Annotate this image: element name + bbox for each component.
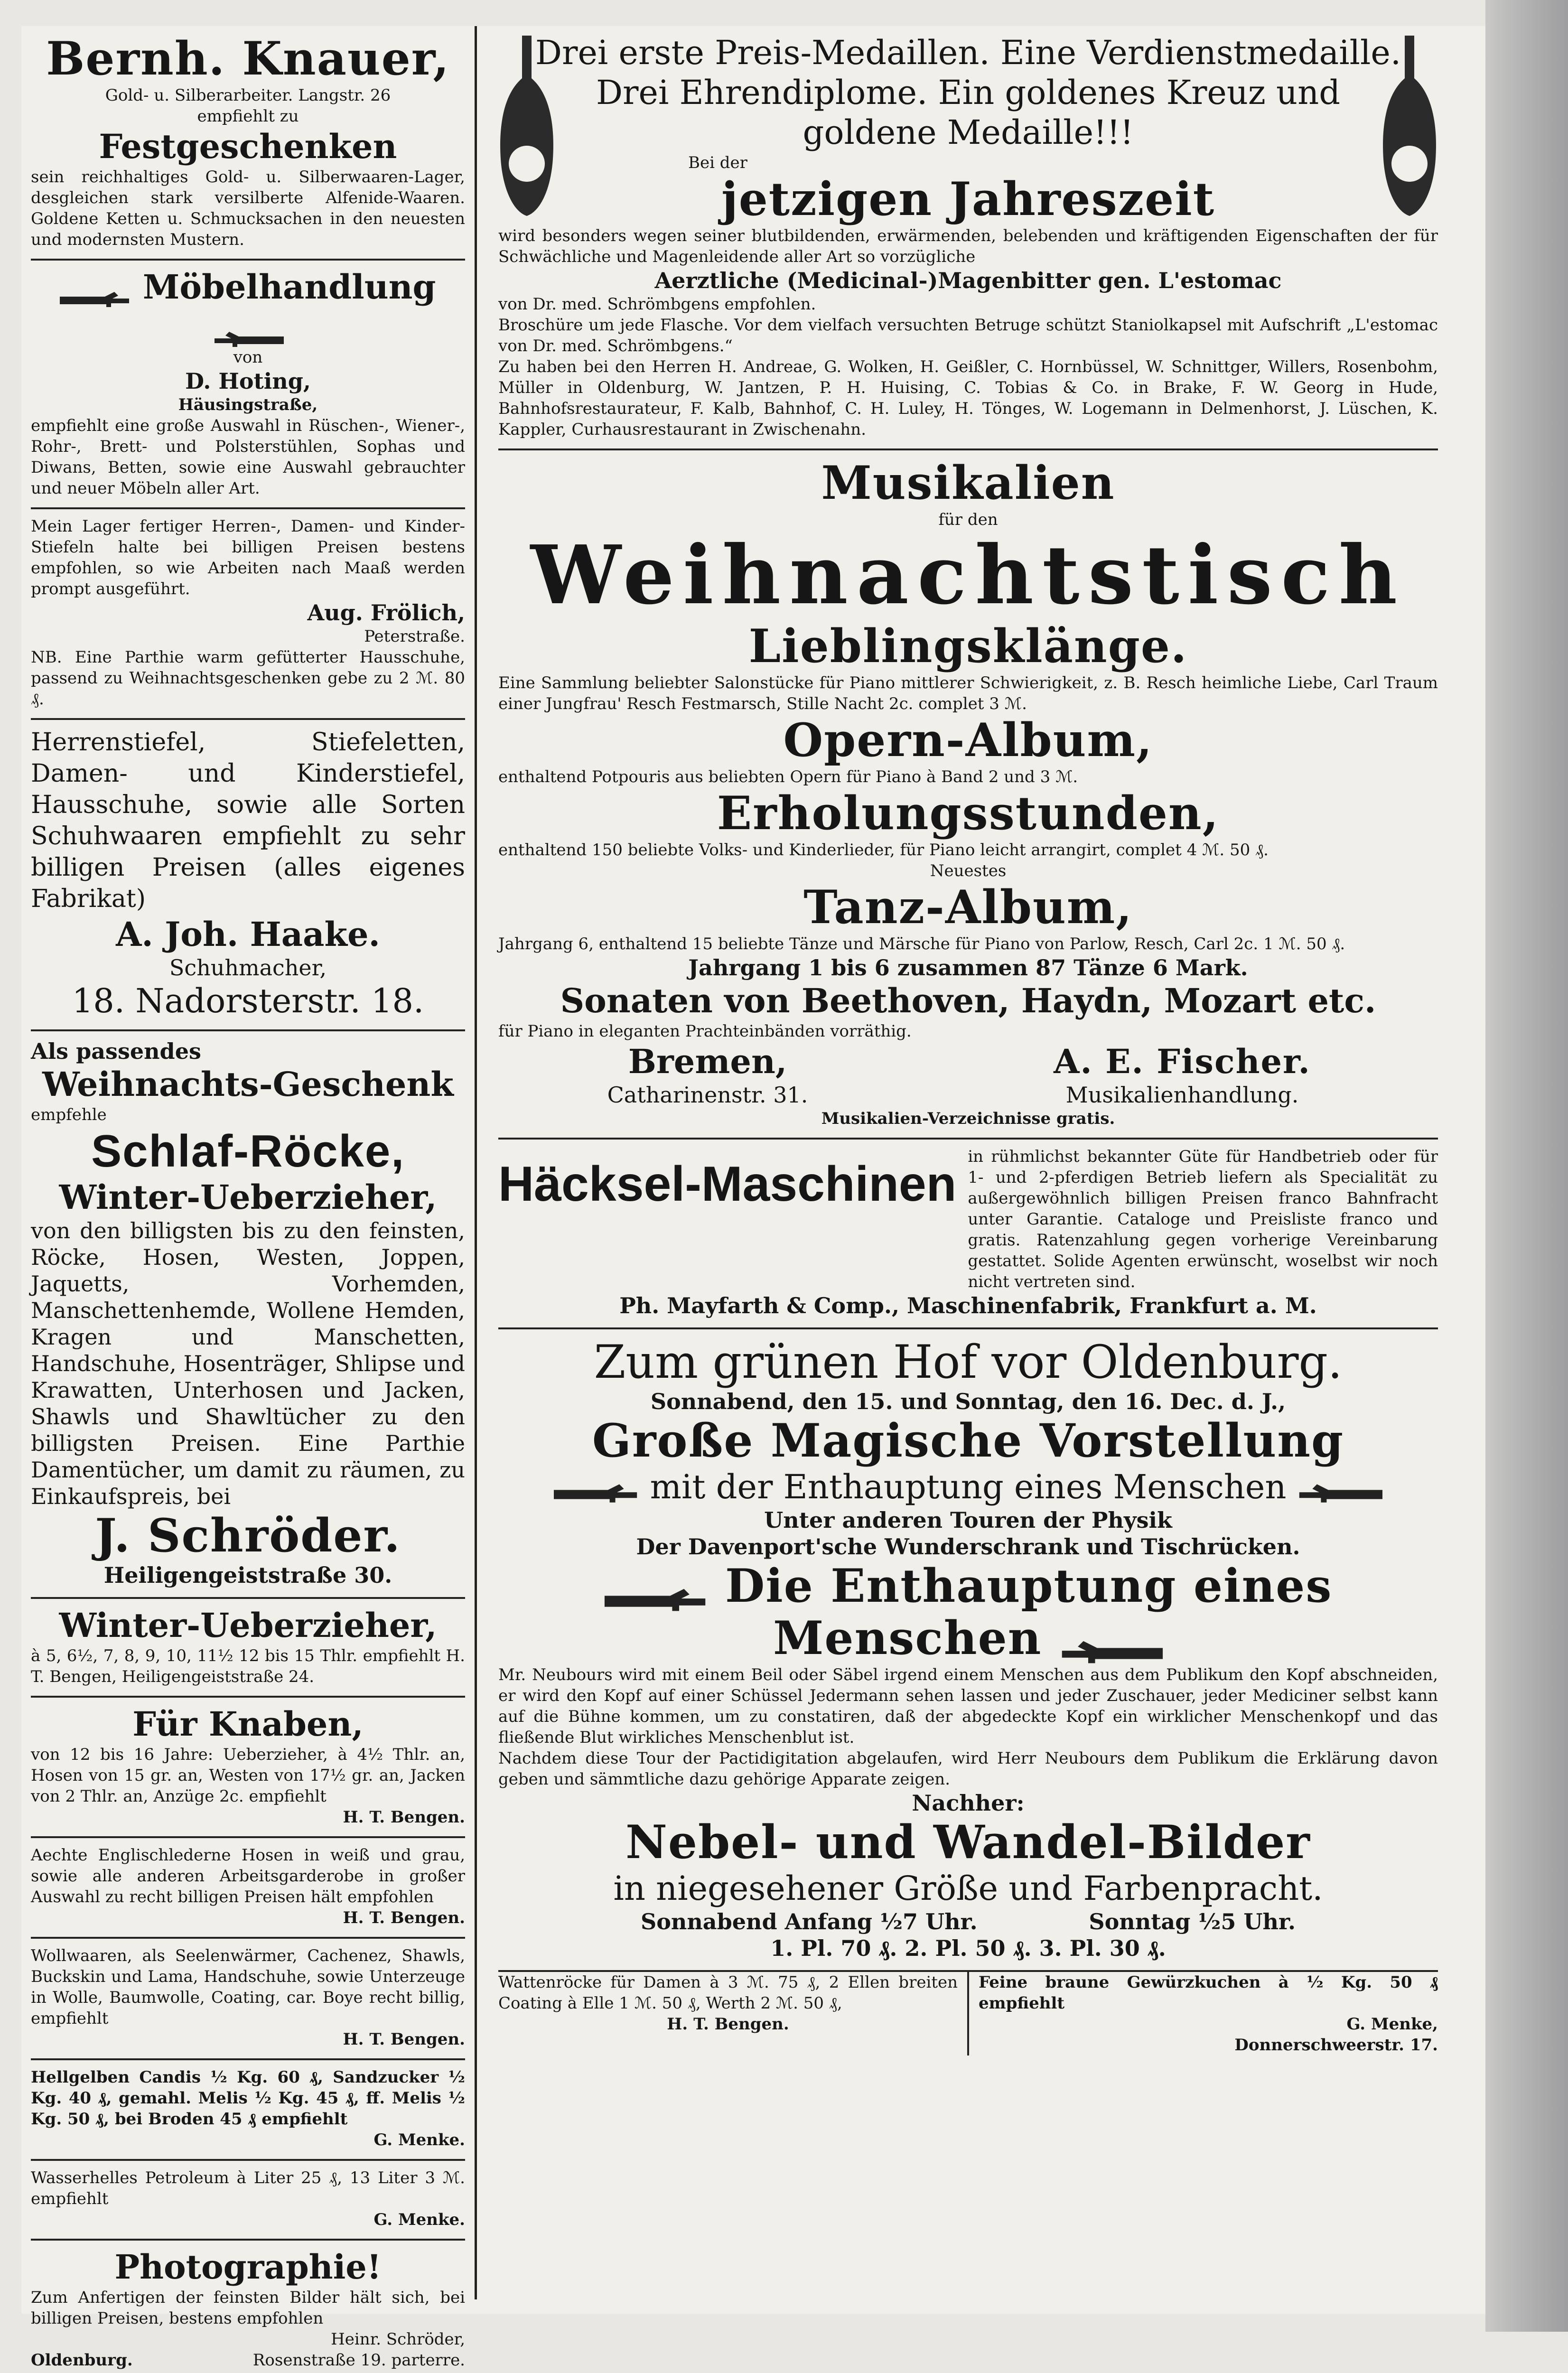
schroeder-l2: Weihnachts-Geschenk bbox=[42, 1065, 454, 1104]
hof-h3: mit der Enthauptung eines Menschen bbox=[650, 1467, 1287, 1506]
photo-ad bbox=[31, 2241, 465, 2373]
fischer-t5: Jahrgang 1 bis 6 zusammen 87 Tänze 6 Mark. bbox=[688, 955, 1248, 981]
estomac-product: Aerztliche (Medicinal-)Magenbitter gen. L'estomac bbox=[654, 268, 1282, 293]
hof-h5: Nebel- und Wandel-Bilder bbox=[625, 1815, 1311, 1869]
hof-t1: Unter anderen Touren der Physik bbox=[764, 1507, 1172, 1533]
bottom-right-addr: Donnerschweerstr. 17. bbox=[1234, 2036, 1438, 2055]
fischer-h1: Musikalien bbox=[821, 456, 1115, 510]
hof-h2: Große Magische Vorstellung bbox=[592, 1414, 1344, 1467]
schroeder-street: Heiligengeiststraße 30. bbox=[103, 1562, 392, 1588]
fischer-h5: Erholungsstunden, bbox=[717, 786, 1220, 840]
schroeder-ad bbox=[31, 1031, 465, 1599]
hof-prices: 1. Pl. 70 ₰. 2. Pl. 50 ₰. 3. Pl. 30 ₰. bbox=[770, 1935, 1166, 1961]
estomac-l2: Drei Ehrendiplome. Ein goldenes Kreuz und bbox=[596, 73, 1341, 112]
knauer-empfiehlt: empfiehlt zu bbox=[197, 107, 299, 126]
pointing-hand-left-icon bbox=[213, 319, 284, 340]
hof-t5: in niegesehener Größe und Farbenpracht. bbox=[613, 1869, 1323, 1908]
fischer-foot: Musikalien-Verzeichnisse gratis. bbox=[821, 1109, 1115, 1128]
hoting-street: Häusingstraße, bbox=[178, 395, 318, 414]
hof-t3: Mr. Neubours wird mit einem Beil oder Säbel irgend einem Menschen aus dem Publikum den Kopf abschneiden, er wird den Kopf auf einer Schüssel Jedermann sehen lassen und jeder Zuschauer, jeder Mediciner selbst kann auf die Bühne kommen, um zu constatiren, daß der abgedeckte Kopf ein wirklicher Menschenkopf und das fließende Blut wirkliches Menschenblut ist. bbox=[498, 1665, 1438, 1747]
fischer-h3: Lieblingsklänge. bbox=[748, 619, 1188, 673]
bengen2-ad bbox=[31, 1698, 465, 1838]
estomac-l1: Drei erste Preis-Medaillen. Eine Verdienstmedaille. bbox=[535, 33, 1401, 72]
hof-h4-row bbox=[498, 1560, 1438, 1664]
pointing-hand-right-icon bbox=[604, 1575, 709, 1605]
estomac-von: von Dr. med. Schrömbgens empfohlen. bbox=[498, 295, 816, 314]
hof-h1: Zum grünen Hof vor Oldenburg. bbox=[594, 1336, 1343, 1389]
photo-addr: Rosenstraße 19. parterre. bbox=[252, 2351, 465, 2370]
knauer-text: sein reichhaltiges Gold- u. Silberwaaren-Lager, desgleichen stark versilberte Alfenide-Waaren. Goldene Ketten u. Schmucksachen in den neuesten und modernsten Mustern. bbox=[31, 168, 465, 249]
hoting-name: D. Hoting, bbox=[185, 368, 311, 394]
estomac-bei: Bei der bbox=[688, 153, 747, 172]
estomac-text: wird besonders wegen seiner blutbildenden, erwärmenden, belebenden und kräftigenden Eigenschaften der für Schwächliche und Magenleidende aller Art so vorzügliche bbox=[498, 226, 1438, 266]
menke2-text: Wasserhelles Petroleum à Liter 25 ₰, 13 Liter 3 ℳ. empfiehlt bbox=[31, 2168, 465, 2208]
hof-h3-row bbox=[498, 1467, 1438, 1507]
fischer-city: Bremen, bbox=[628, 1042, 787, 1081]
bengen3-text: Aechte Englischlederne Hosen in weiß und grau, sowie alle anderen Arbeitsgarderobe in großer Auswahl zu recht billigen Preisen hält empfohlen bbox=[31, 1846, 465, 1906]
schroeder-l3: empfehle bbox=[31, 1105, 107, 1124]
bottom-right-name: G. Menke, bbox=[1346, 2015, 1438, 2034]
hof-t2: Der Davenport'sche Wunderschrank und Tischrücken. bbox=[636, 1534, 1300, 1560]
knauer-head: Festgeschenken bbox=[99, 127, 397, 166]
pointing-hand-right-icon bbox=[60, 280, 131, 300]
bottom-ads bbox=[498, 1972, 1438, 2055]
maschinen-ad bbox=[498, 1140, 1438, 1329]
maschinen-text: in rühmlichst bekannter Güte für Handbetrieb oder für 1- und 2-pferdigen Betrieb liefern als Specialität zu außergewöhnlich billigen Preisen franco Bahnfracht unter Garantie. Cataloge und Preisliste franco und gratis. Ratenzahlung gegen vorherige Vereinbarung gestattet. Solide Agenten erwünscht, woselbst wir noch nicht vertreten sind. bbox=[968, 1147, 1438, 1291]
fischer-h4: Opern-Album, bbox=[783, 713, 1153, 767]
menke1-ad bbox=[31, 2060, 465, 2161]
hoting-von: von bbox=[233, 348, 263, 367]
froelich-street: Peterstraße. bbox=[364, 627, 465, 646]
knauer-sub: Gold- u. Silberarbeiter. Langstr. 26 bbox=[105, 86, 391, 105]
maschinen-head: Häcksel-Maschinen bbox=[498, 1157, 957, 1212]
froelich-ad bbox=[31, 509, 465, 720]
fischer-t4: Jahrgang 6, enthaltend 15 beliebte Tänze und Märsche für Piano von Parlow, Resch, Carl 2c. 1 ℳ. 50 ₰. bbox=[498, 934, 1345, 953]
bengen2-text: von 12 bis 16 Jahre: Ueberzieher, à 4½ Thlr. an, Hosen von 15 gr. an, Westen von 17½ gr. an, Jacken von 2 Thlr. an, Anzüge 2c. empfiehlt bbox=[31, 1745, 465, 1806]
hof-t6a: Sonnabend Anfang ½7 Uhr. bbox=[641, 1909, 978, 1934]
pointing-hand-right-icon bbox=[554, 1476, 639, 1503]
hof-t6b: Sonntag ½5 Uhr. bbox=[1089, 1909, 1296, 1934]
menke2-name: G. Menke. bbox=[373, 2210, 465, 2229]
haake-role: Schuhmacher, bbox=[169, 955, 327, 981]
bengen4-ad bbox=[31, 1939, 465, 2060]
fischer-t2: enthaltend Potpouris aus beliebten Opern für Piano à Band 2 und 3 ℳ. bbox=[498, 767, 1078, 786]
page-edge-shadow bbox=[1485, 0, 1568, 2332]
froelich-name: Aug. Frölich, bbox=[307, 600, 465, 626]
fischer-role: Musikalienhandlung. bbox=[1065, 1082, 1299, 1108]
menke1-text: Hellgelben Candis ½ Kg. 60 ₰, Sandzucker ½ Kg. 40 ₰, gemahl. Melis ½ Kg. 45 ₰, ff. Melis ½ Kg. 50 ₰, bei Broden 45 ₰ empfiehlt bbox=[31, 2068, 465, 2129]
bottom-right-text: Feine braune Gewürzkuchen à ½ Kg. 50 ₰ empfiehlt bbox=[979, 1973, 1438, 2013]
pointing-hand-left-icon bbox=[1297, 1476, 1382, 1503]
left-column bbox=[21, 26, 477, 2370]
hoting-text: empfiehlt eine große Auswahl in Rüschen-, Wiener-, Rohr-, Brett- und Polsterstühlen, Sophas und Diwans, Betten, sowie eine Auswahl gebrauchter und neuer Möbeln aller Art. bbox=[31, 416, 465, 498]
hof-ad bbox=[498, 1329, 1438, 1972]
bottle-right-icon bbox=[1381, 36, 1438, 216]
haake-text: Herrenstiefel, Stiefeletten, Damen- und Kinderstiefel, Hausschuhe, sowie alle Sorten Schuhwaaren empfiehlt zu sehr billigen Preisen (alles eigenes Fabrikat) bbox=[31, 728, 465, 913]
schroeder-name: J. Schröder. bbox=[95, 1509, 401, 1562]
hof-h4: Die Enthauptung eines Menschen bbox=[725, 1559, 1333, 1665]
schroeder-text: von den billigsten bis zu den feinsten, Röcke, Hosen, Westen, Joppen, Jaquetts, Vorhemden, Manschettenhemde, Wollene Hemden, Kragen und Manschetten, Handschuhe, Hosenträger, Shlipse und Krawatten, Unterhosen und Jacken, Shawls und Shawltücher zu den billigsten Preisen. Eine Parthie Damentücher, um damit zu räumen, zu Einkaufspreis, bei bbox=[31, 1218, 465, 1509]
fischer-t3: enthaltend 150 beliebte Volks- und Kinderlieder, für Piano leicht arrangirt, complet 4 ℳ. 50 ₰. bbox=[498, 841, 1269, 860]
bengen1-text: à 5, 6½, 7, 8, 9, 10, 11½ 12 bis 15 Thlr. empfiehlt H. T. Bengen, Heiligengeiststraße 24. bbox=[31, 1646, 465, 1686]
fischer-fur: für den bbox=[938, 510, 998, 529]
froelich-text: Mein Lager fertiger Herren-, Damen- und Kinder-Stiefeln halte bei billigen Preisen bestens empfohlen, so wie Arbeiten nach Maaß werden prompt ausgeführt. bbox=[31, 517, 465, 598]
photo-text: Zum Anfertigen der feinsten Bilder hält sich, bei billigen Preisen, bestens empfohlen bbox=[31, 2288, 465, 2328]
estomac-head: jetzigen Jahreszeit bbox=[721, 172, 1215, 226]
maschinen-firm: Ph. Mayfarth & Comp., Maschinenfabrik, Frankfurt a. M. bbox=[619, 1293, 1317, 1318]
bengen3-ad bbox=[31, 1838, 465, 1939]
pointing-hand-left-icon bbox=[1059, 1627, 1163, 1657]
bottom-left-name: H. T. Bengen. bbox=[667, 2015, 789, 2034]
bottle-left-icon bbox=[498, 36, 555, 216]
fischer-h6: Tanz-Album, bbox=[803, 880, 1133, 934]
fischer-neuestes: Neuestes bbox=[930, 861, 1007, 880]
schroeder-l1: Als passendes bbox=[31, 1038, 201, 1064]
estomac-sellers: Zu haben bei den Herren H. Andreae, G. Wolken, H. Geißler, C. Hornbüssel, W. Schnittger, Willers, Rosenbohm, Müller in Oldenburg, W. Jantzen, P. H. Huising, C. Tobias & Co. in Brake, F. W. Georg in Hude, Bahnhofsrestaurateur, F. Kalb, Bahnhof, C. H. Luley, H. Tönges, W. Logemann in Delmenhorst, J. Lüschen, K. Kappler, Curhausrestaurant in Zwischenahn. bbox=[498, 357, 1438, 439]
newspaper-page bbox=[21, 26, 1485, 2370]
schroeder-l5: Winter-Ueberzieher, bbox=[59, 1177, 437, 1217]
haake-name: A. Joh. Haake. bbox=[116, 915, 380, 954]
fischer-t7: für Piano in eleganten Prachteinbänden vorräthig. bbox=[498, 1022, 912, 1041]
hof-date: Sonnabend, den 15. und Sonntag, den 16. Dec. d. J., bbox=[650, 1389, 1286, 1414]
estomac-broschuere: Broschüre um jede Flasche. Vor dem vielfach versuchten Betruge schützt Staniolkapsel mit Aufschrift „L'estomac von Dr. med. Schrömbgens.“ bbox=[498, 316, 1438, 355]
right-column bbox=[484, 26, 1452, 2299]
menke1-name: G. Menke. bbox=[373, 2130, 465, 2149]
fischer-t6: Sonaten von Beethoven, Haydn, Mozart etc. bbox=[560, 981, 1376, 1020]
hoting-head-text: Möbelhandlung bbox=[142, 267, 436, 307]
bengen1-ad bbox=[31, 1599, 465, 1698]
bengen3-name: H. T. Bengen. bbox=[343, 1908, 465, 1927]
bengen1-head: Winter-Ueberzieher, bbox=[59, 1606, 437, 1645]
photo-name: Heinr. Schröder, bbox=[331, 2330, 465, 2349]
bottom-left-text: Wattenröcke für Damen à 3 ℳ. 75 ₰, 2 Ellen breiten Coating à Elle 1 ℳ. 50 ₰, Werth 2 ℳ. 50 ₰, bbox=[498, 1973, 958, 2013]
froelich-nb: NB. Eine Parthie warm gefütterter Hausschuhe, passend zu Weihnachtsgeschenken gebe zu 2 ℳ. 80 ₰. bbox=[31, 648, 465, 709]
hoting-ad bbox=[31, 261, 465, 509]
knauer-ad bbox=[31, 26, 465, 261]
bengen4-text: Wollwaaren, als Seelenwärmer, Cachenez, Shawls, Buckskin und Lama, Handschuhe, sowie Unterzeuge in Wolle, Baumwolle, Coating, car. Boye recht billig, empfiehlt bbox=[31, 1946, 465, 2028]
bengen2-name: H. T. Bengen. bbox=[343, 1808, 465, 1827]
fischer-street: Catharinenstr. 31. bbox=[607, 1082, 808, 1108]
fischer-ad bbox=[498, 450, 1438, 1140]
estomac-l3: goldene Medaille!!! bbox=[803, 113, 1134, 152]
menke2-ad bbox=[31, 2161, 465, 2241]
fischer-name: A. E. Fischer. bbox=[1054, 1042, 1311, 1081]
estomac-ad bbox=[498, 26, 1438, 450]
haake-ad bbox=[31, 720, 465, 1031]
hof-t4: Nachdem diese Tour der Pactidigitation abgelaufen, wird Herr Neubours dem Publikum die Erklärung davon geben und sämmtliche dazu gehörige Apparate zeigen. bbox=[498, 1749, 1438, 1789]
hof-nachher: Nachher: bbox=[912, 1790, 1025, 1816]
fischer-t1: Eine Sammlung beliebter Salonstücke für Piano mittlerer Schwierigkeit, z. B. Resch heimliche Liebe, Carl Traum einer Jungfrau' Resch Festmarsch, Stille Nacht 2c. complet 3 ℳ. bbox=[498, 673, 1438, 713]
hoting-head bbox=[31, 267, 465, 347]
schroeder-l4: Schlaf-Röcke, bbox=[91, 1126, 405, 1177]
bengen4-name: H. T. Bengen. bbox=[343, 2030, 465, 2049]
fischer-h2: Weihnachtstisch bbox=[530, 528, 1406, 623]
haake-addr: 18. Nadorsterstr. 18. bbox=[72, 981, 424, 1020]
knauer-name: Bernh. Knauer, bbox=[46, 32, 450, 85]
photo-city: Oldenburg. bbox=[31, 2351, 133, 2370]
bengen2-head: Für Knaben, bbox=[132, 1704, 364, 1744]
photo-head: Photographie! bbox=[114, 2247, 382, 2287]
